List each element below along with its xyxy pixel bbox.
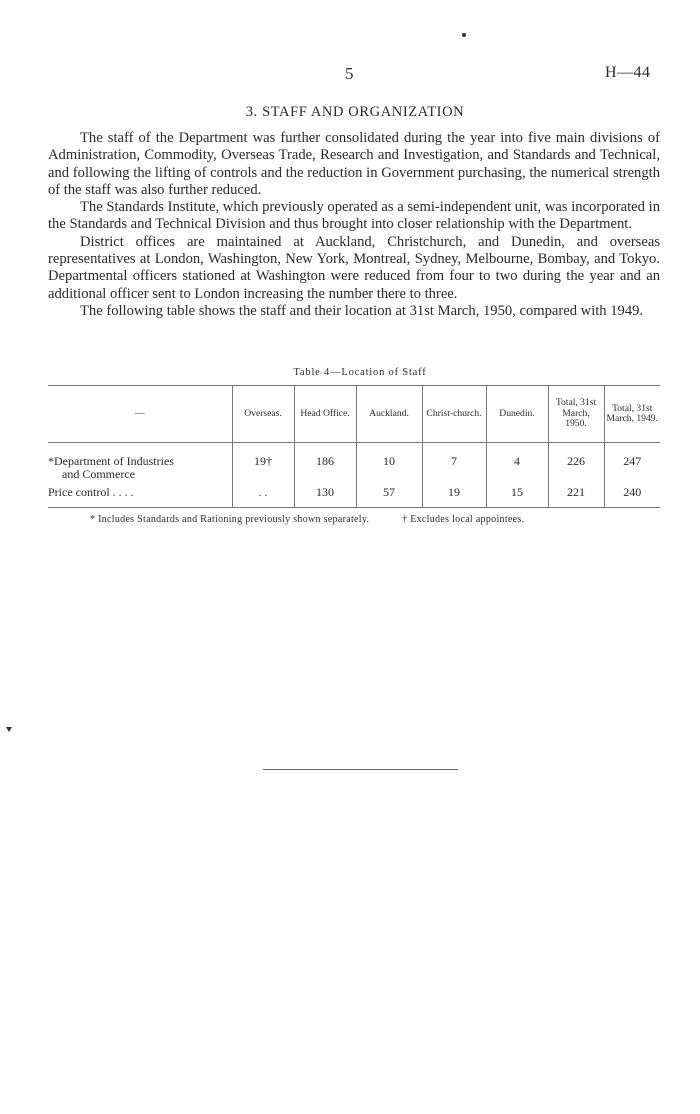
body-text: [48, 130, 660, 320]
row-label: Price control . . . .: [48, 485, 232, 508]
table-spacer-row: [48, 443, 660, 454]
table-row: [48, 453, 660, 485]
spacer-cell: [356, 443, 422, 454]
row-label-line1: *Department of Industries: [48, 454, 174, 468]
paragraph-standards: The Standards Institute, which previously operated as a semi-independent unit, was incorporated in the Standards and Technical Division and thus brought into closer relationship with the Department.: [48, 199, 660, 233]
footnote-dagger: † Excludes local appointees.: [402, 514, 525, 525]
staff-location-table: [48, 385, 660, 508]
col-header-dunedin: Dunedin.: [486, 386, 548, 443]
paragraph-staff: The staff of the Department was further consolidated during the year into five main divisions of Administration, Commodity, Overseas Trade, Research and Investigation, and Standards and Technical, and following the lifting of controls and the reduction in Government purchasing, the numerical strength of the staff was also further reduced.: [48, 130, 660, 198]
spacer-cell: [486, 443, 548, 454]
table-footnotes: [90, 514, 660, 525]
cell-dunedin: 4: [486, 453, 548, 485]
row-label-line2: and Commerce: [62, 467, 135, 481]
spacer-cell: [422, 443, 486, 454]
cell-overseas: 19†: [232, 453, 294, 485]
cell-auckland: 57: [356, 485, 422, 508]
cell-head-office: 186: [294, 453, 356, 485]
paragraph-district-offices: District offices are maintained at Auckland, Christchurch, and Dunedin, and overseas representatives at London, Washington, New York, Montreal, Sydney, Melbourne, Bombay, and Tokyo. Departmental officers stationed at Washington were reduced from four to two during the year and an additional officer sent to London increasing the number there to three.: [48, 233, 660, 302]
cell-total-1949: 247: [604, 453, 660, 485]
col-header-christchurch: Christ-church.: [422, 386, 486, 443]
margin-mark: [6, 727, 12, 732]
page-number: 5: [345, 64, 354, 83]
col-header-total-1949: Total, 31st March, 1949.: [604, 386, 660, 443]
cell-christchurch: 19: [422, 485, 486, 508]
page-reference: H—44: [605, 64, 651, 81]
cell-auckland: 10: [356, 453, 422, 485]
cell-dunedin: 15: [486, 485, 548, 508]
col-header-overseas: Overseas.: [232, 386, 294, 443]
cell-head-office: 130: [294, 485, 356, 508]
page-mark-dot: [462, 33, 466, 37]
footnote-asterisk: * Includes Standards and Rationing previously shown separately.: [90, 514, 370, 525]
cell-overseas: . .: [232, 485, 294, 508]
table-header-row: [48, 386, 660, 443]
col-header-head-office: Head Office.: [294, 386, 356, 443]
table-row: [48, 485, 660, 508]
spacer-cell: [232, 443, 294, 454]
cell-total-1950: 221: [548, 485, 604, 508]
paragraph-table-intro: The following table shows the staff and their location at 31st March, 1950, compared with 1949.: [80, 302, 644, 319]
table-title: Table 4—Location of Staff: [293, 367, 427, 378]
spacer-cell: [604, 443, 660, 454]
row-label: [48, 453, 232, 485]
spacer-cell: [48, 443, 232, 454]
col-header-blank: —: [48, 386, 232, 443]
spacer-cell: [548, 443, 604, 454]
col-header-auckland: Auckland.: [356, 386, 422, 443]
cell-christchurch: 7: [422, 453, 486, 485]
cell-total-1950: 226: [548, 453, 604, 485]
col-header-total-1950: Total, 31st March, 1950.: [548, 386, 604, 443]
section-heading: 3. STAFF AND ORGANIZATION: [245, 104, 465, 120]
end-rule: [263, 769, 458, 770]
cell-total-1949: 240: [604, 485, 660, 508]
spacer-cell: [294, 443, 356, 454]
